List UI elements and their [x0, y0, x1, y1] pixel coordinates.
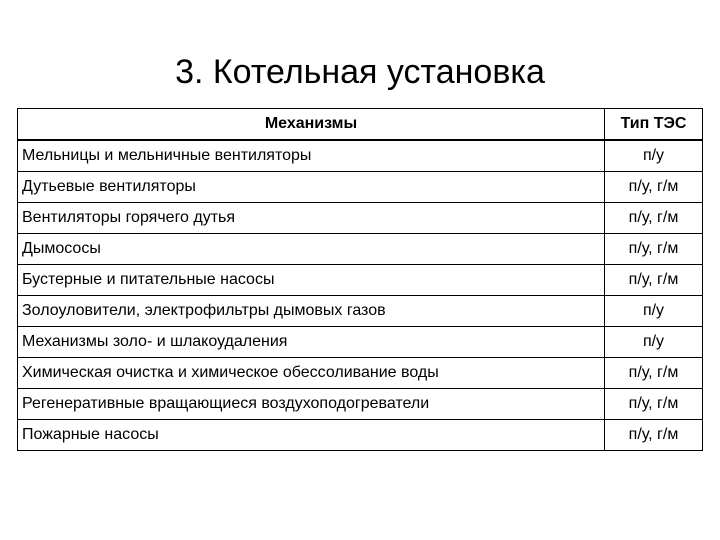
plant-type-cell: п/у, г/м	[605, 389, 703, 420]
table-row	[18, 140, 703, 172]
plant-type-cell: п/у, г/м	[605, 265, 703, 296]
mechanism-cell: Пожарные насосы	[18, 420, 605, 451]
mechanism-cell: Бустерные и питательные насосы	[18, 265, 605, 296]
header-plant-type: Тип ТЭС	[605, 109, 703, 141]
table-row	[18, 265, 703, 296]
table-row	[18, 389, 703, 420]
mechanism-cell: Химическая очистка и химическое обессоливание воды	[18, 358, 605, 389]
table-header-row	[18, 109, 703, 141]
plant-type-cell: п/у, г/м	[605, 203, 703, 234]
table-row	[18, 296, 703, 327]
header-mechanisms: Механизмы	[18, 109, 605, 141]
plant-type-cell: п/у, г/м	[605, 420, 703, 451]
mechanism-cell: Дутьевые вентиляторы	[18, 172, 605, 203]
plant-type-cell: п/у, г/м	[605, 358, 703, 389]
plant-type-cell: п/у, г/м	[605, 172, 703, 203]
mechanism-cell: Дымососы	[18, 234, 605, 265]
slide-title: 3. Котельная установка	[175, 53, 545, 91]
mechanism-cell: Регенеративные вращающиеся воздухоподогреватели	[18, 389, 605, 420]
mechanism-cell: Механизмы золо- и шлакоудаления	[18, 327, 605, 358]
plant-type-cell: п/у	[605, 296, 703, 327]
table-row	[18, 203, 703, 234]
table-row	[18, 420, 703, 451]
mechanism-cell: Золоуловители, электрофильтры дымовых газов	[18, 296, 605, 327]
table-row	[18, 172, 703, 203]
plant-type-cell: п/у, г/м	[605, 234, 703, 265]
table-row	[18, 327, 703, 358]
mechanism-cell: Мельницы и мельничные вентиляторы	[18, 140, 605, 172]
mechanisms-table	[17, 108, 703, 451]
table-row	[18, 234, 703, 265]
mechanism-cell: Вентиляторы горячего дутья	[18, 203, 605, 234]
plant-type-cell: п/у	[605, 140, 703, 172]
table-row	[18, 358, 703, 389]
plant-type-cell: п/у	[605, 327, 703, 358]
